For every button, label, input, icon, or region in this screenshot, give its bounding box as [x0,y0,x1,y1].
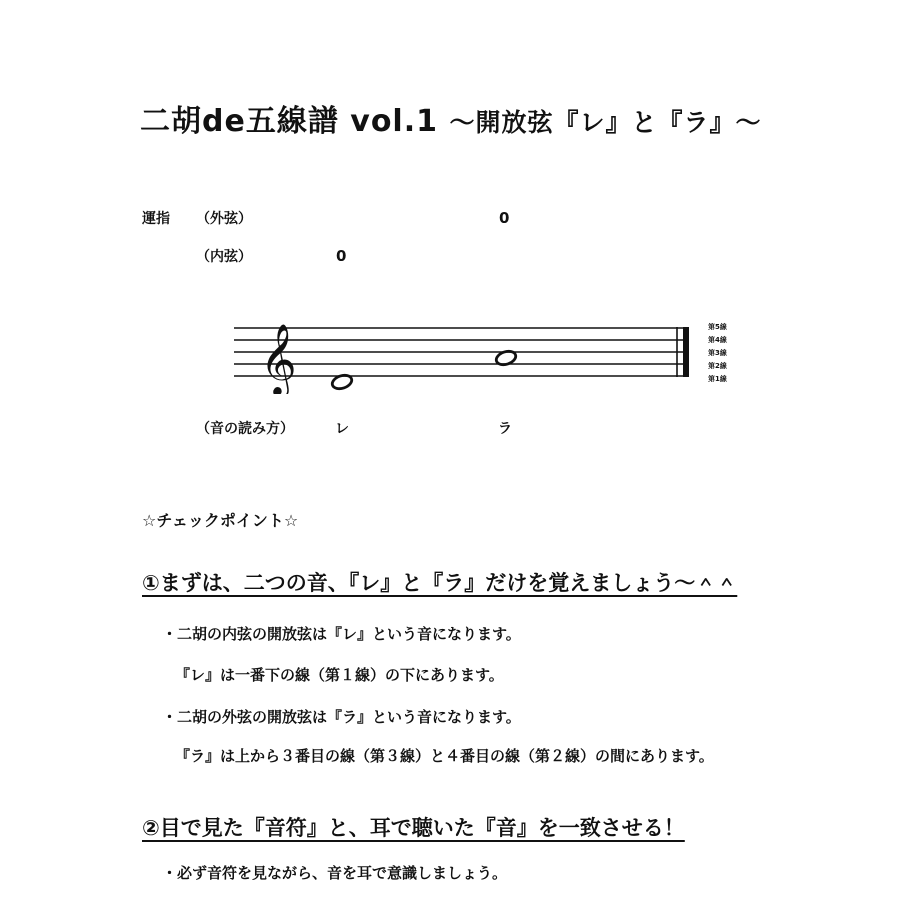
line-label-1: 第1線 [708,375,727,383]
line-label-3: 第3線 [708,349,727,357]
section-1-line-3: ・二胡の外弦の開放弦は『ラ』という音になります。 [162,708,521,726]
inner-string-label: （内弦） [196,249,252,265]
inner-string-fingering: 0 [336,247,347,265]
section-1-heading: ①まずは、二つの音、『レ』と『ラ』だけを覚えましょう〜＾＾ [142,571,738,595]
section-2-line-1: ・必ず音符を見ながら、音を耳で意識しましょう。 [162,864,508,882]
barline-thick [683,327,689,377]
treble-clef-icon: 𝄞 [260,322,297,394]
title-main: 二胡de五線譜 vol.1 [140,104,438,139]
line-label-4: 第4線 [708,336,727,344]
title-sub: 〜開放弦『レ』と『ラ』〜 [449,108,762,137]
section-1-line-4: 『ラ』は上から３番目の線（第３線）と４番目の線（第２線）の間にあります。 [175,747,714,765]
checkpoint-title: ☆チェックポイント☆ [142,511,299,530]
line-label-5: 第5線 [708,323,727,331]
section-1-line-1: ・二胡の内弦の開放弦は『レ』という音になります。 [162,625,521,643]
line-label-2: 第2線 [708,362,727,370]
reading-label: （音の読み方） [196,421,294,437]
section-2-heading: ②目で見た『音符』と、耳で聴いた『音』を一致させる！ [142,816,685,840]
fingering-label: 運指 [142,211,170,227]
page-title [140,96,761,140]
reading-note-re: レ [335,421,349,437]
outer-string-label: （外弦） [196,211,252,227]
staff-lines [234,328,686,376]
reading-note-la: ラ [498,421,512,437]
music-staff [234,312,754,394]
section-1-line-2: 『レ』は一番下の線（第１線）の下にあります。 [175,666,504,684]
staff-svg [234,312,754,394]
outer-string-fingering: 0 [499,209,510,227]
